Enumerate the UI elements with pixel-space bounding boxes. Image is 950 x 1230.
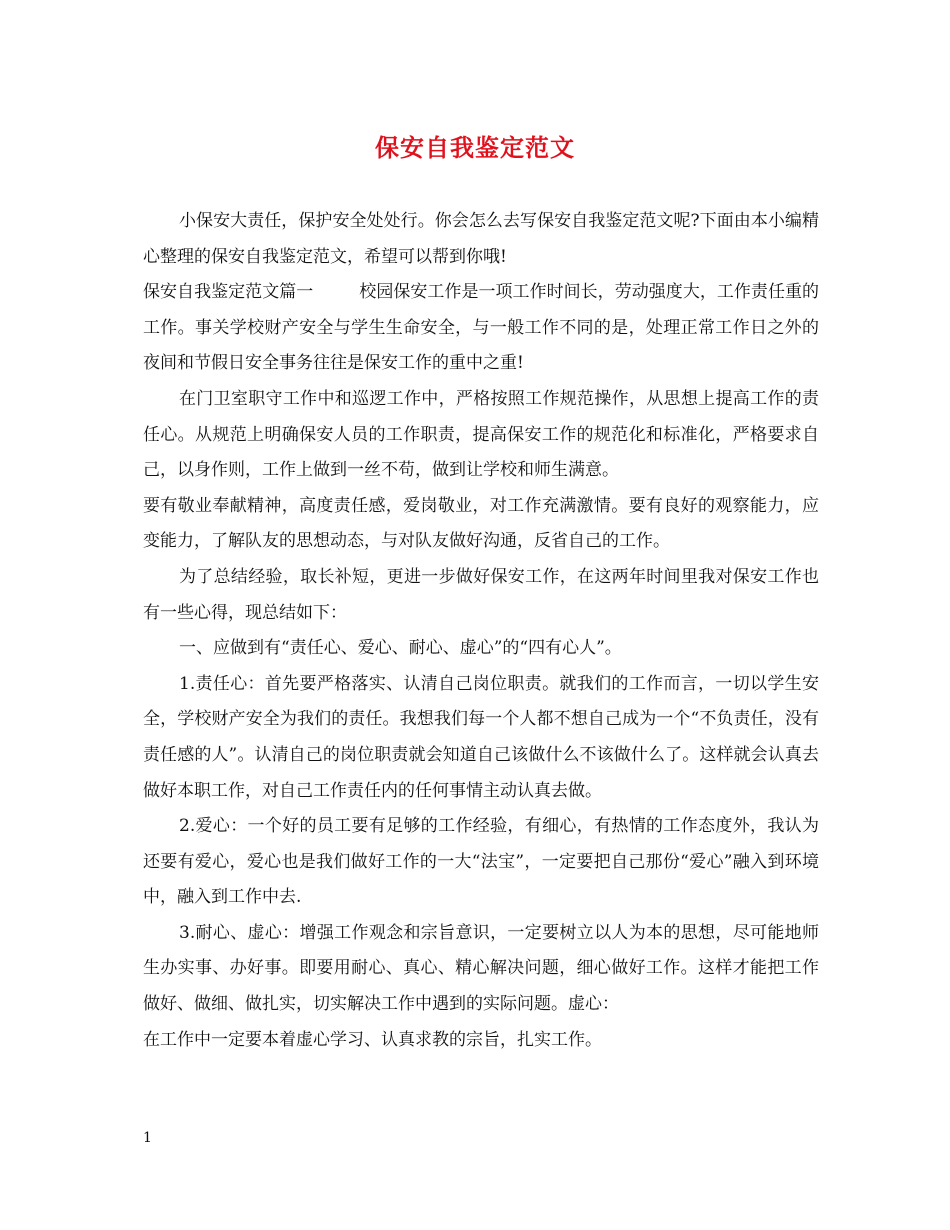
paragraph-responsibility: 1.责任心：首先要严格落实、认清自己岗位职责。就我们的工作而言，一切以学生安全，学校财产安全为我们的责任。我想我们每一个人都不想自己成为一个“不负责任，没有责任感的人”。认清自己的岗位职责就会知道自己该做什么不该做什么了。这样就会认真去做好本职工作，对自己工作责任内的任何事情主动认真去做。 <box>143 673 819 801</box>
intro-paragraph: 小保安大责任，保护安全处处行。你会怎么去写保安自我鉴定范文呢?下面由本小编精心整理的保安自我鉴定范文，希望可以帮到你哦! <box>143 211 819 267</box>
document-title: 保安自我鉴定范文 <box>375 133 575 162</box>
paragraph-patience-modesty: 3.耐心、虚心：增强工作观念和宗旨意识，一定要树立以人为本的思想，尽可能地师生办实事、办好事。即要用耐心、真心、精心解决问题，细心做好工作。这样才能把工作做好、做细、做扎实，切实解决工作中遇到的实际问题。虚心： <box>143 922 819 1015</box>
paragraph-love: 2.爱心：一个好的员工要有足够的工作经验，有细心，有热情的工作态度外，我认为还要有爱心，爱心也是我们做好工作的一大“法宝”，一定要把自己那份“爱心”融入到环境中，融入到工作中去. <box>143 816 819 908</box>
section-heading: 保安自我鉴定范文篇一 <box>143 282 314 303</box>
paragraph-summary-intro: 为了总结经验，取长补短，更进一步做好保安工作，在这两年时间里我对保安工作也有一些心得，现总结如下： <box>143 566 819 623</box>
section-first-paragraph: 校园保安工作是一项工作时间长，劳动强度大，工作责任重的工作。事关学校财产安全与学生生命安全，与一般工作不同的是，处理正常工作日之外的夜间和节假日安全事务往往是保安工作的重中之重! <box>143 282 820 374</box>
paragraph-modesty-continued: 在工作中一定要本着虚心学习、认真求教的宗旨，扎实工作。 <box>143 1029 602 1050</box>
paragraph-dedication: 要有敬业奉献精神，高度责任感，爱岗敬业，对工作充满激情。要有良好的观察能力，应变能力，了解队友的思想动态，与对队友做好沟通，反省自己的工作。 <box>143 495 819 552</box>
page-number: 1 <box>143 1130 152 1146</box>
paragraph-duty-standards: 在门卫室职守工作中和巡逻工作中，严格按照工作规范操作，从思想上提高工作的责任心。从规范上明确保安人员的工作职责，提高保安工作的规范化和标准化，严格要求自己，以身作则，工作上做到一丝不苟，做到让学校和师生满意。 <box>143 388 819 481</box>
document-body <box>143 204 819 1058</box>
paragraph-four-hearts: 一、应做到有“责任心、爱心、耐心、虚心”的“四有心人”。 <box>179 638 622 659</box>
section-paragraph <box>143 275 819 382</box>
